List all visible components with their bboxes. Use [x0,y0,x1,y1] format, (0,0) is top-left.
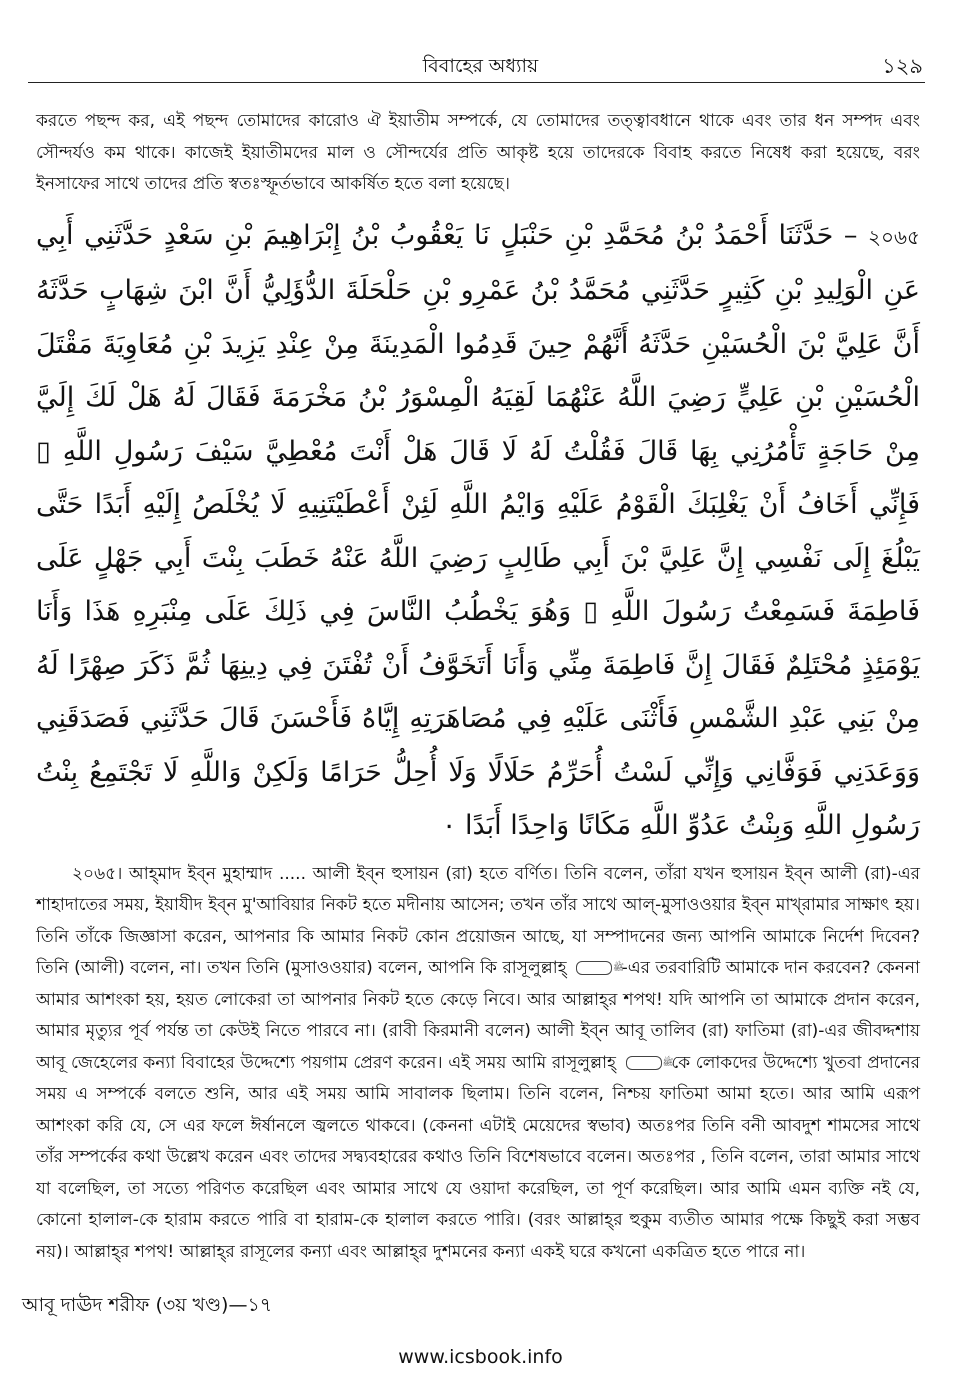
page-header [0,52,961,88]
translation-part-2: -এর তরবারিটি আমাকে দান করবেন? কেননা আমার আশংকা হয়, হয়ত লোকেরা তা আপনার নিকট হতে কেড়ে নিবে। আর আল্লাহ্‌র শপথ! যদি আপনি তা আমাকে প্রদান করেন, আমার মৃত্যুর পূর্ব পর্যন্ত তা কেউই নিতে পারবে না। (রাবী কিরমানী বলেন) আলী ইব্‌ন আবূ তালিব (রা) ফাতিমা (রা)-এর জীবদ্দশায় আবূ জেহেলের কন্যা বিবাহের উদ্দেশ্যে পয়গাম প্রেরণ করেন। এই সময় আমি রাসূলুল্লাহ্ [36,958,920,1073]
hadith-dash: – [833,219,858,251]
footer-book-title: আবূ দাঊদ শরীফ (৩য় খণ্ড)—১৭ [22,1294,273,1316]
hadith-arabic-text [36,209,920,853]
page-body [36,106,920,1268]
arabic-text: حَدَّثَنَا أَحْمَدُ بْنُ مُحَمَّدِ بْنِ حَنْبَلٍ نَا يَعْقُوبُ بْنُ إِبْرَاهِيمَ بْنِ سَعْدٍ حَدَّثَنِي أَبِي عَنِ الْوَلِيدِ بْنِ كَثِيرٍ حَدَّثَنِي مُحَمَّدُ بْنُ عَمْرِو بْنِ حَلْحَلَةَ الدُّؤَلِيُّ أَنَّ ابْنَ شِهَابٍ حَدَّثَهُ أَنَّ عَلِيَّ بْنَ الْحُسَيْنِ حَدَّثَهُ أَنَّهُمْ حِينَ قَدِمُوا الْمَدِينَةَ مِنْ عِنْدِ يَزِيدَ بْنِ مُعَاوِيَةَ مَقْتَلَ الْحُسَيْنِ بْنِ عَلِيٍّ رَضِيَ اللَّهُ عَنْهُمَا لَقِيَهُ الْمِسْوَرُ بْنُ مَخْرَمَةَ فَقَالَ لَهُ هَلْ لَكَ إِلَيَّ مِنْ حَاجَةٍ تَأْمُرُنِي بِهَا قَالَ فَقُلْتُ لَهُ لَا قَالَ هَلْ أَنْتَ مُعْطِيَّ سَيْفَ رَسُولِ اللَّهِ ▯ فَإِنِّي أَخَافُ أَنْ يَغْلِبَكَ الْقَوْمُ عَلَيْهِ وَايْمُ اللَّهِ لَئِنْ أَعْطَيْتَنِيهِ لَا يُخْلَصُ إِلَيْهِ أَبَدًا حَتَّى يَبْلُغَ إِلَى نَفْسِي إِنَّ عَلِيَّ بْنَ أَبِي طَالِبٍ رَضِيَ اللَّهُ عَنْهُ خَطَبَ بِنْتَ أَبِي جَهْلٍ عَلَى فَاطِمَةَ فَسَمِعْتُ رَسُولَ اللَّهِ ▯ وَهُوَ يَخْطُبُ النَّاسَ فِي ذَلِكَ عَلَى مِنْبَرِهِ هَذَا وَأَنَا يَوْمَئِذٍ مُحْتَلِمٌ فَقَالَ إِنَّ فَاطِمَةَ مِنِّي وَأَنَا أَتَخَوَّفُ أَنْ تُفْتَنَ فِي دِينِهَا ثُمَّ ذَكَرَ صِهْرًا لَهُ مِنْ بَنِي عَبْدِ الشَّمْسِ فَأَثْنَى عَلَيْهِ فِي مُصَاهَرَتِهِ إِيَّاهُ فَأَحْسَنَ قَالَ حَدَّثَنِي فَصَدَقَنِي وَوَعَدَنِي فَوَفَّانِي وَإِنِّي لَسْتُ أُحَرِّمُ حَلَالًا وَلَا أُحِلُّ حَرَامًا وَلَكِنْ وَاللَّهِ لَا تَجْتَمِعُ بِنْتُ رَسُولِ اللَّهِ وَبِنْتُ عَدُوِّ اللَّهِ مَكَانًا وَاحِدًا أَبَدًا ۰ [36,219,920,841]
running-title: বিবাহের অধ্যায় [422,55,539,77]
page-number: ১২৯ [882,54,923,78]
hadith-translation [36,859,920,1269]
footer-website-link[interactable]: www.icsbook.info [398,1346,563,1368]
hadith-number: ২০৬৫ [868,224,921,249]
translation-part-3: কে লোকদের উদ্দেশ্যে খুতবা প্রদানের সময় এ সম্পর্কে বলতে শুনি, আর এই সময় আমি সাবালক ছিলাম। তিনি বলেন, নিশ্চয় ফাতিমা আমা হতে। আর আমি এরূপ আশংকা করি যে, সে এর ফলে ঈর্ষানলে জ্বলতে থাকবে। (কেননা এটাই মেয়েদের স্বভাব) অতঃপর তিনি বনী আবদুশ শামসের সাথে তাঁর সম্পর্কের কথা উল্লেখ করেন এবং তাদের সদ্ব্যবহারের কথাও তিনি বিশেষভাবে বলেন। অতঃপর , তিনি বলেন, তারা আমার সাথে যা বলেছিল, তা সত্যে পরিণত করেছিল এবং আমার সাথে যে ওয়াদা করেছিল, তা পূর্ণ করেছিল। আর আমি এমন ব্যক্তি নই যে, কোনো হালাল-কে হারাম করতে পারি বা হারাম-কে হালাল করতে পারি। (বরং আল্লাহ্‌র হুকুম ব্যতীত আমার পক্ষে কিছুই করা সম্ভব নয়)। আল্লাহ্‌র শপথ! আল্লাহ্‌র রাসূলের কন্যা এবং আল্লাহ্‌র দুশমনের কন্যা একই ঘরে কখনো একত্রিত হতে পারে না। [36,1052,921,1262]
header-rule [28,82,925,83]
translation-part-1: ২০৬৫। আহ্‌মাদ ইব্‌ন মুহাম্মাদ ..... আলী ইব্‌ন হুসায়ন (রা) হতে বর্ণিত। তিনি বলেন, তাঁরা যখন হুসায়ন ইব্‌ন আলী (রা)-এর শাহাদাতের সময়, ইয়াযীদ ইব্‌ন মু'আবিয়ার নিকট হতে মদীনায় আসেন; তখন তাঁর সাথে আল্-মুসাওওয়ার ইব্‌ন মাখ্‌রামার সাক্ষাৎ হয়। তিনি তাঁকে জিজ্ঞাসা করেন, আপনার কি আমার নিকট কোন প্রয়োজন আছে, যা সম্পাদনের জন্য আপনি আমাকে নির্দেশ দিবেন? তিনি (আলী) বলেন, না। তখন তিনি (মুসাওওয়ার) বলেন, আপনি কি রাসূলুল্লাহ্ [36,863,920,978]
intro-paragraph: করতে পছন্দ কর, এই পছন্দ তোমাদের কারোও ঐ ইয়াতীম সম্পর্কে, যে তোমাদের তত্ত্বাবধানে থাকে এবং তার ধন সম্পদ এবং সৌন্দর্যও কম থাকে। কাজেই ইয়াতীমদের মাল ও সৌন্দর্যের প্রতি আকৃষ্ট হয়ে তাদেরকে বিবাহ করতে নিষেধ করা হয়েছে, বরং ইনসাফের সাথে তাদের প্রতি স্বতঃস্ফূর্তভাবে আকর্ষিত হতে বলা হয়েছে। [36,111,920,194]
salawat-symbol-icon: ﷺ [626,1056,662,1070]
salawat-symbol-icon: ﷺ [576,961,612,975]
